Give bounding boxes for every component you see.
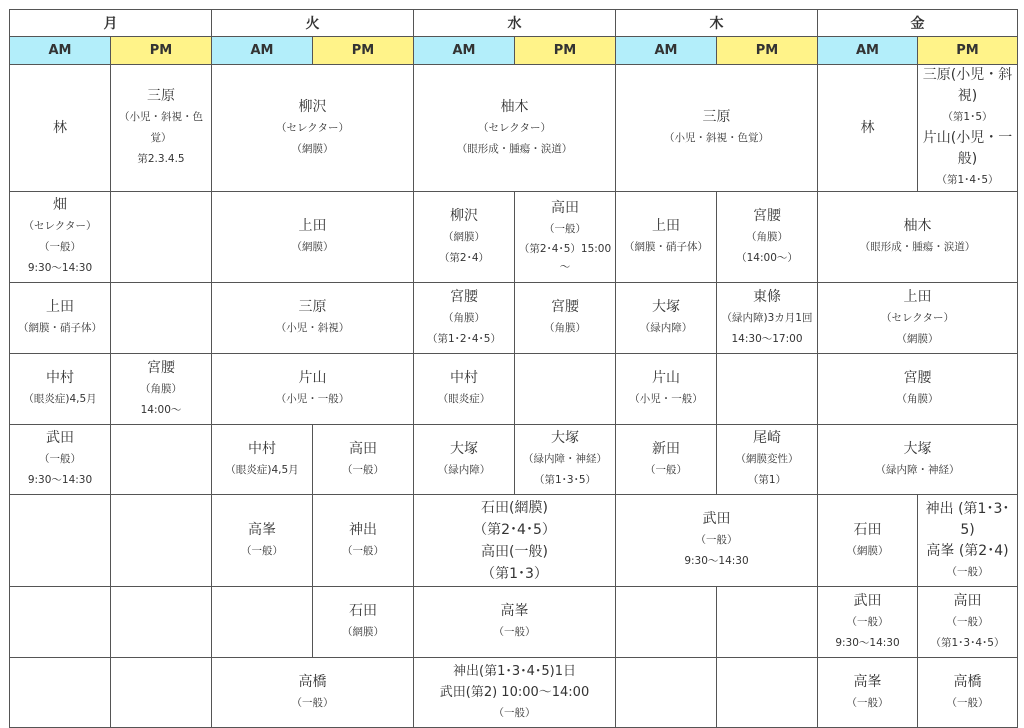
am-header: AM xyxy=(10,37,111,65)
slot-fri xyxy=(818,283,1018,354)
slot-thu-pm xyxy=(717,283,818,354)
slot-thu-pm xyxy=(717,425,818,495)
doctor-name: 片山(小児・一般) xyxy=(922,130,1013,167)
slot-wed-am xyxy=(414,354,515,425)
week-note: （第1･4･5） xyxy=(936,174,999,186)
week-note: （第2･4･5）15:00～ xyxy=(518,243,612,273)
slot-thu-am xyxy=(616,425,717,495)
doctor-name: 上田 xyxy=(652,218,680,234)
slot-fri-pm xyxy=(918,658,1018,728)
specialty: （眼炎症)4,5月 xyxy=(225,463,299,476)
doctor-name: 高田 xyxy=(349,440,377,457)
specialty: （小児・斜視・色覚） xyxy=(119,111,203,144)
specialty: （一般） xyxy=(645,463,687,476)
doctor-name: 大塚 xyxy=(551,430,579,446)
specialty: （一般） xyxy=(946,565,989,578)
pm-header: PM xyxy=(515,37,616,65)
slot-mon-am xyxy=(10,192,111,283)
slot-mon-am xyxy=(10,283,111,354)
slot-mon-am xyxy=(10,658,111,728)
specialty: （網膜） xyxy=(342,626,384,638)
pm-header: PM xyxy=(717,37,818,65)
doctor-name: 柚木 xyxy=(500,98,529,115)
slot-wed xyxy=(414,495,616,587)
doctor-name: 宮腰 xyxy=(147,359,175,376)
specialty: （一般） xyxy=(39,241,81,253)
slot-thu-am xyxy=(616,658,717,728)
specialty: （角膜） xyxy=(443,311,485,324)
slot-mon-pm xyxy=(111,495,212,587)
specialty: （一般） xyxy=(493,707,536,719)
doctor-name: 武田 xyxy=(702,511,731,527)
specialty: （一般） xyxy=(342,463,384,476)
schedule-row xyxy=(10,354,1018,425)
specialty: （小児・一般） xyxy=(629,393,703,405)
schedule-row xyxy=(10,425,1018,495)
slot-mon-pm xyxy=(111,65,212,192)
specialty: （一般） xyxy=(695,534,738,546)
doctor-name: 武田 xyxy=(46,430,74,446)
pm-header: PM xyxy=(313,37,414,65)
doctor-name: 林 xyxy=(860,119,875,136)
slot-tue xyxy=(212,658,414,728)
doctor-name: 上田 xyxy=(903,288,932,305)
slot-wed-pm xyxy=(515,283,616,354)
slot-wed xyxy=(414,65,616,192)
specialty: （小児・斜視・色覚） xyxy=(664,132,769,144)
slot-fri-am xyxy=(818,587,918,658)
doctor-name: 中村 xyxy=(248,440,276,457)
slot-fri-am xyxy=(818,658,918,728)
doctor-name: 宮腰 xyxy=(551,299,579,315)
slot-tue-am xyxy=(212,495,313,587)
doctor-name: 大塚 xyxy=(652,299,680,315)
slot-fri-pm xyxy=(918,65,1018,192)
week-note: （第1･3･5） xyxy=(533,474,597,486)
specialty: （眼形成・腫瘍・涙道） xyxy=(456,142,573,155)
doctor-name: 高田(一般) xyxy=(481,543,548,560)
slot-mon-pm xyxy=(111,658,212,728)
doctor-name: 宮腰 xyxy=(450,288,478,305)
schedule-row xyxy=(10,192,1018,283)
day-header-thu: 木 xyxy=(616,10,818,37)
doctor-name: 尾崎 xyxy=(753,430,781,446)
doctor-name: 宮腰 xyxy=(903,370,932,386)
slot-tue-pm xyxy=(313,587,414,658)
doctor-name: 高橋 xyxy=(298,673,327,690)
slot-fri-am xyxy=(818,65,918,192)
doctor-name: 上田 xyxy=(298,218,327,234)
week-note: （第1） xyxy=(747,474,787,486)
slot-mon-pm xyxy=(111,283,212,354)
slot-wed-am xyxy=(414,425,515,495)
doctor-name: 林 xyxy=(53,119,67,136)
doctor-name: 畑 xyxy=(53,197,67,213)
doctor-name: 神出(第1･3･4･5)1日 xyxy=(453,664,576,679)
time-note: 14:00～ xyxy=(140,403,182,416)
specialty: （網膜・硝子体） xyxy=(18,322,102,334)
slot-wed-pm xyxy=(515,192,616,283)
week-note: （第1･3） xyxy=(481,565,548,582)
schedule-row xyxy=(10,495,1018,587)
doctor-name: 片山 xyxy=(652,370,680,386)
doctor-name: 柳沢 xyxy=(450,207,478,224)
schedule-row xyxy=(10,587,1018,658)
slot-mon-am xyxy=(10,354,111,425)
specialty: （眼炎症)4,5月 xyxy=(23,393,97,405)
slot-thu-pm xyxy=(717,192,818,283)
day-header-row xyxy=(10,10,1018,37)
time-note: 9:30～14:30 xyxy=(684,555,749,567)
slot-tue xyxy=(212,192,414,283)
slot-thu xyxy=(616,65,818,192)
slot-fri-am xyxy=(818,495,918,587)
specialty: （一般） xyxy=(241,544,283,557)
doctor-name: 高峯 (第2･4) xyxy=(926,542,1009,559)
slot-thu xyxy=(616,495,818,587)
doctor-name: 高峯 xyxy=(853,673,882,690)
specialty: （一般） xyxy=(342,544,384,557)
specialty: （角膜） xyxy=(896,393,939,405)
doctor-name: 上田 xyxy=(46,299,74,315)
specialty: （網膜・硝子体） xyxy=(624,241,708,253)
slot-mon-am xyxy=(10,587,111,658)
week-note: （第2･4） xyxy=(438,251,490,264)
time-note: 9:30～14:30 xyxy=(27,474,93,486)
day-header-tue: 火 xyxy=(212,10,414,37)
specialty: （網膜） xyxy=(291,142,334,155)
specialty: （セレクター） xyxy=(477,121,552,134)
week-note: （第1･3･4･5） xyxy=(930,636,1005,649)
specialty: （緑内障・神経） xyxy=(875,463,960,476)
specialty: （緑内障・神経） xyxy=(523,453,607,465)
slot-thu-pm xyxy=(717,587,818,658)
pm-header: PM xyxy=(918,37,1018,65)
doctor-name: 高田 xyxy=(551,200,579,216)
slot-wed-am xyxy=(414,192,515,283)
week-note: （第2･4･5） xyxy=(473,521,556,538)
time-note: 14:30～17:00 xyxy=(731,332,803,345)
slot-fri xyxy=(818,192,1018,283)
day-header-mon: 月 xyxy=(10,10,212,37)
doctor-name: 大塚 xyxy=(450,440,478,457)
specialty: （一般） xyxy=(39,453,81,465)
am-header: AM xyxy=(818,37,918,65)
am-header: AM xyxy=(414,37,515,65)
week-note: （第1･2･4･5） xyxy=(427,332,501,345)
doctor-name: 武田 xyxy=(853,592,882,609)
doctor-name: 宮腰 xyxy=(753,207,781,224)
doctor-name: 高橋 xyxy=(953,673,982,690)
slot-mon-am xyxy=(10,65,111,192)
slot-mon-am xyxy=(10,425,111,495)
doctor-name: 高峯 xyxy=(500,603,529,619)
doctor-name: 高田 xyxy=(953,592,982,609)
specialty: （眼形成・腫瘍・涙道） xyxy=(859,241,976,253)
specialty: （セレクター） xyxy=(23,220,97,232)
slot-mon-pm xyxy=(111,587,212,658)
pm-header: PM xyxy=(111,37,212,65)
doctor-name: 神出 xyxy=(349,521,377,538)
slot-wed-pm xyxy=(515,354,616,425)
slot-wed-am xyxy=(414,283,515,354)
week-note: 第2.3.4.5 xyxy=(137,153,185,165)
specialty: （緑内障)3カ月1回 xyxy=(721,311,813,324)
doctor-name: 神出 (第1･3･5) xyxy=(925,500,1010,538)
doctor-name: 柳沢 xyxy=(298,98,327,115)
doctor-name: 石田(網膜) xyxy=(481,499,548,516)
specialty: （セレクター） xyxy=(275,121,350,134)
specialty: （網膜） xyxy=(896,332,939,345)
week-note: （第1･5） xyxy=(942,111,993,123)
specialty: （網膜） xyxy=(443,230,485,243)
schedule-row xyxy=(10,65,1018,192)
specialty: （眼炎症） xyxy=(437,393,491,405)
specialty: （網膜変性） xyxy=(735,453,799,465)
doctor-name: 高峯 xyxy=(248,521,276,538)
slot-mon-pm xyxy=(111,354,212,425)
specialty: （角膜） xyxy=(544,322,586,334)
specialty: （一般） xyxy=(291,696,334,709)
doctor-name: 石田 xyxy=(349,603,377,619)
schedule-row xyxy=(10,283,1018,354)
doctor-name: 片山 xyxy=(298,370,327,386)
specialty: （網膜） xyxy=(291,241,334,253)
doctor-name: 新田 xyxy=(652,440,680,457)
ampm-header-row xyxy=(10,37,1018,65)
slot-wed xyxy=(414,658,616,728)
doctor-name: 石田 xyxy=(853,521,882,538)
slot-tue-am xyxy=(212,587,313,658)
schedule-row xyxy=(10,658,1018,728)
doctor-name: 三原 xyxy=(702,109,731,125)
specialty: （一般） xyxy=(846,615,889,628)
time-note: （14:00～） xyxy=(736,251,798,264)
specialty: （一般） xyxy=(493,626,536,638)
time-note: 9:30～14:30 xyxy=(835,636,900,649)
schedule-table xyxy=(9,9,1018,728)
slot-tue-pm xyxy=(313,495,414,587)
slot-wed-pm xyxy=(515,425,616,495)
slot-tue xyxy=(212,65,414,192)
day-header-wed: 水 xyxy=(414,10,616,37)
slot-tue xyxy=(212,283,414,354)
slot-fri-pm xyxy=(918,495,1018,587)
specialty: （角膜） xyxy=(140,382,182,395)
slot-mon-pm xyxy=(111,192,212,283)
doctor-name: 大塚 xyxy=(903,440,932,457)
slot-tue-am xyxy=(212,425,313,495)
slot-mon-pm xyxy=(111,425,212,495)
slot-thu-am xyxy=(616,354,717,425)
slot-thu-pm xyxy=(717,354,818,425)
doctor-name: 三原 xyxy=(147,88,175,104)
specialty: （小児・斜視） xyxy=(275,322,350,334)
specialty: （一般） xyxy=(946,696,989,709)
slot-tue-pm xyxy=(313,425,414,495)
am-header: AM xyxy=(212,37,313,65)
doctor-name: 三原(小児・斜視) xyxy=(922,67,1013,104)
slot-mon-am xyxy=(10,495,111,587)
specialty: （緑内障） xyxy=(437,463,491,476)
doctor-name: 三原 xyxy=(298,299,327,315)
time-note: 9:30～14:30 xyxy=(27,262,93,274)
slot-wed xyxy=(414,587,616,658)
slot-thu-pm xyxy=(717,658,818,728)
specialty: （網膜） xyxy=(846,544,889,557)
specialty: （一般） xyxy=(544,223,586,235)
doctor-name: 中村 xyxy=(450,370,478,386)
slot-thu-am xyxy=(616,587,717,658)
slot-thu-am xyxy=(616,192,717,283)
doctor-name: 武田(第2) 10:00～14:00 xyxy=(439,685,590,700)
doctor-name: 東條 xyxy=(753,288,781,305)
specialty: （一般） xyxy=(946,615,989,628)
specialty: （角膜） xyxy=(746,230,788,243)
doctor-name: 柚木 xyxy=(903,218,932,234)
slot-fri-pm xyxy=(918,587,1018,658)
specialty: （セレクター） xyxy=(880,311,955,324)
slot-tue xyxy=(212,354,414,425)
specialty: （緑内障） xyxy=(639,322,693,334)
slot-fri xyxy=(818,425,1018,495)
day-header-fri: 金 xyxy=(818,10,1018,37)
am-header: AM xyxy=(616,37,717,65)
slot-thu-am xyxy=(616,283,717,354)
specialty: （一般） xyxy=(846,696,889,709)
doctor-name: 中村 xyxy=(46,370,74,386)
slot-fri xyxy=(818,354,1018,425)
specialty: （小児・一般） xyxy=(275,393,350,405)
